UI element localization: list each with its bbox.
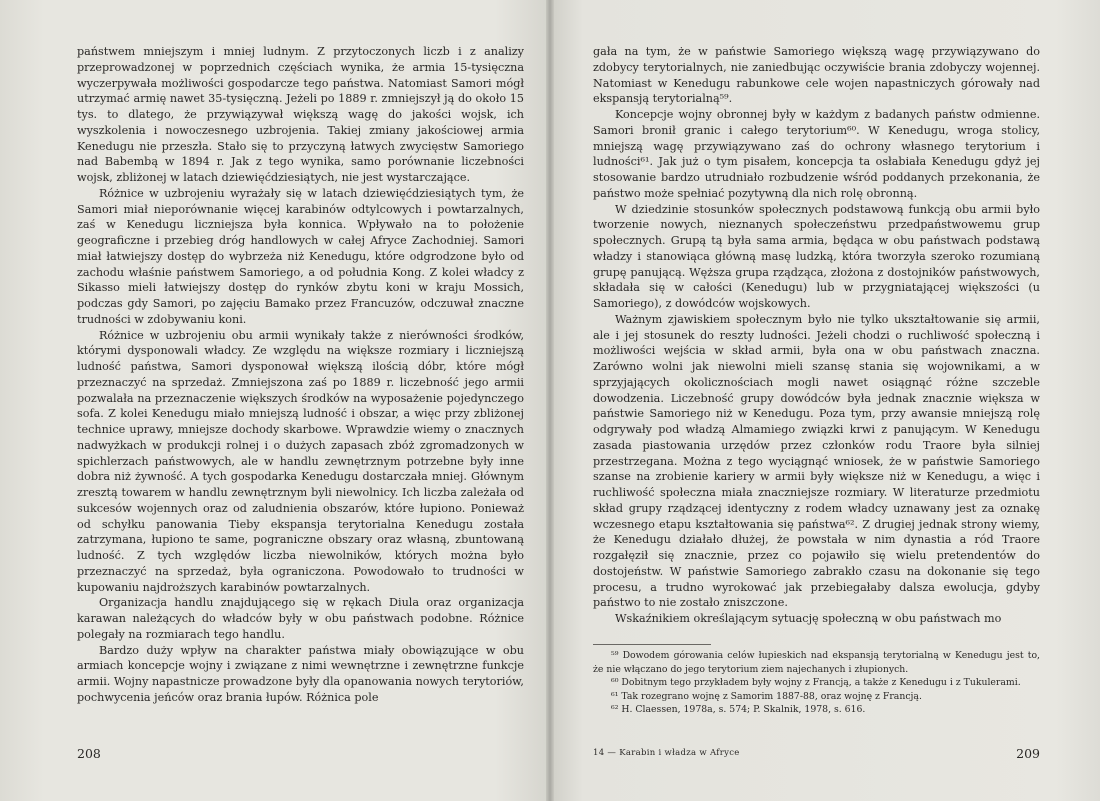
- footnote: ⁶⁰ Dobitnym tego przykładem były wojny z Francją, a także z Kenedugu i z Tukulerami.: [611, 677, 1021, 689]
- right-page: [550, 0, 1100, 801]
- paragraph: państwem mniejszym i mniej ludnym. Z przytoczonych liczb i z analizy przeprowadzonej w poprzednich częściach wynika, że armia 15-tysięczna wyczerpywała możliwości gospodarcze tego państwa. Natomiast Samori mógł utrzymać armię nawet 35-tysięczną. Jeżeli po 1889 r. zmniejszył ją do około 15 tys. to dlatego, że przywiązywał większą wagę do jakości wojsk, ich wyszkolenia i nowoczesnego uzbrojenia. Takiej zmiany jakościowej armia Kenedugu nie przeszła. Stało się to przyczyną łatwych zwycięstw Samoriego nad Babembą w 1894 r. Jak z tego wynika, samo porównanie liczebności wojsk, zbliżonej w latach dziewięćdziesiątych, nie jest wystarczające.: [77, 45, 524, 184]
- paragraph: Bardzo duży wpływ na charakter państwa miały obowiązujące w obu armiach koncepcje wojny i związane z nimi wewnętrzne i zewnętrzne funkcje armii. Wojny napastnicze prowadzone były dla opanowania nowych terytoriów, pochwycenia jeńców oraz brania łupów. Różnica pole: [77, 643, 524, 704]
- paragraph: Różnice w uzbrojeniu wyrażały się w latach dziewięćdziesiątych tym, że Samori miał nieporównanie więcej karabinów odtylcowych i powtarzalnych, zaś w Kenedugu liczniejsza była konnica. Wpływało na to położenie geograficzne i przebieg dróg handlowych w całej Afryce Zachodniej. Samori miał łatwiejszy dostęp do wybrzeża niż Kenedugu, które odgrodzone było od zachodu właśnie państwem Samoriego, a od południa Kong. Z kolei władcy z Sikasso mieli łatwiejszy dostęp do rynków zbytu koni w kraju Mossich, podczas gdy Samori, po zajęciu Bamako przez Francuzów, odczuwał znaczne trudności w zdobywaniu koni.: [77, 186, 524, 326]
- footnotes: [593, 644, 1040, 717]
- footnote-rule: [593, 644, 711, 645]
- paragraph: Koncepcje wojny obronnej były w każdym z badanych państw odmienne. Samori bronił granic i całego terytorium⁶⁰. W Kenedugu, wroga stolicy, mniejszą wagę przywiązywano zaś do ochrony własnego terytorium i ludności⁶¹. Jak już o tym pisałem, koncepcja ta osłabiała Kenedugu gdyż jej stosowanie bardzo utrudniało rozbudzenie wśród poddanych przekonania, że państwo może spełniać pozytywną dla nich rolę obronną.: [593, 108, 1040, 200]
- book-gutter: [546, 0, 554, 801]
- right-page-text: [593, 44, 1040, 627]
- paragraph: Ważnym zjawiskiem społecznym było nie tylko ukształtowanie się armii, ale i jej stosunek do reszty ludności. Jeżeli chodzi o ruchliwość społeczną i możliwości wejścia w skład armii, była ona w obu państwach znaczna. Zarówno wolni jak niewolni mieli szansę stania się wojownikami, a w sprzyjających okolicznościach mogli nawet osiągnąć różne szczeble dowodzenia. Liczebność grupy dowódców była jednak znacznie większa w państwie Samoriego niż w Kenedugu. Poza tym, przy awansie mniejszą rolę odgrywały pod władzą Almamiego związki krwi z panującym. W Kenedugu zasada piastowania urzędów przez członków rodu Traore była silniej przestrzegana. Można z tego wyciągnąć wniosek, że w państwie Samoriego szanse na zrobienie kariery w armii były większe niż w Kenedugu, a więc i ruchliwość społeczna miała znaczniejsze rozmiary. W literaturze przedmiotu skład grupy rządzącej identyczny z rodem władcy uznawany jest za oznakę wczesnego etapu kształtowania się państwa⁶². Z drugiej jednak strony wiemy, że Kenedugu działało dłużej, że powstała w nim dynastia a ród Traore rozgałęził się znacznie, przez co pojawiło się wielu pretendentów do dostojeństw. W państwie Samoriego zabrakło czasu na dokonanie się tego procesu, a trudno wyrokować jak przebiegałaby dalsza ewolucja, gdyby państwo to nie zostało zniszczone.: [593, 312, 1040, 610]
- paragraph: Organizacja handlu znajdującego się w rękach Diula oraz organizacja karawan należących do władców były w obu państwach podobne. Różnice polegały na rozmiarach tego handlu.: [77, 596, 524, 641]
- paragraph: Wskaźnikiem określającym sytuację społeczną w obu państwach mo: [615, 612, 1002, 625]
- left-page-text: [77, 44, 524, 706]
- printer-signature: 14 — Karabin i władza w Afryce: [593, 748, 740, 758]
- footnote: ⁵⁹ Dowodem górowania celów łupieskich nad ekspansją terytorialną w Kenedugu jest to, że nie włączano do jego terytorium ziem najechanych i złupionych.: [593, 650, 1040, 675]
- page-number-left: 208: [77, 746, 101, 761]
- paragraph: Różnice w uzbrojeniu obu armii wynikały także z nierówności środków, którymi dysponowali władcy. Ze względu na większe rozmiary i liczniejszą ludność państwa, Samori dysponował większą ilością dóbr, które mógł przeznaczyć na sprzedaż. Zmniejszona zaś po 1889 r. liczebność jego armii pozwalała na przeznaczenie większych środków na wyposażenie pojedynczego sofa. Z kolei Kenedugu miało mniejszą ludność i obszar, a więc przy zbliżonej technice uprawy, mniejsze dochody skarbowe. Wprawdzie wiemy o znacznych nadwyżkach w produkcji rolnej i o dużych zapasach zbóż zgromadzonych w spichlerzach państwowych, ale w handlu zewnętrznym potrzebne były inne dobra niż żywność. A tych gospodarka Kenedugu dostarczała mniej. Głównym zresztą towarem w handlu zewnętrznym byli niewolnicy. Ich liczba zależała od sukcesów wojennych oraz od zaludnienia obszarów, które łupiono. Ponieważ od schyłku panowania Tieby ekspansja terytorialna Kenedugu została zatrzymana, łupiono te same, pograniczne obszary oraz własną, zbuntowaną ludność. Z tych względów liczba niewolników, których można było przeznaczyć na sprzedaż, była ograniczona. Powodowało to trudności w kupowaniu najdroższych karabinów powtarzalnych.: [77, 328, 524, 594]
- paragraph: gała na tym, że w państwie Samoriego większą wagę przywiązywano do zdobycy terytorialnych, nie zaniedbując oczywiście brania zdobyczy wojennej. Natomiast w Kenedugu rabunkowe cele wojen napastniczych górowały nad ekspansją terytorialną⁵⁹.: [593, 45, 1040, 106]
- page-number-right: 209: [1016, 746, 1040, 761]
- paragraph: W dziedzinie stosunków społecznych podstawową funkcją obu armii było tworzenie nowych, nieznanych społeczeństwu przedpaństwowemu grup społecznych. Grupą tą była sama armia, będąca w obu państwach podstawą władzy i stanowiąca główną masę ludzką, która tworzyła szeroko rozumianą grupę panującą. Węższa grupa rządząca, złożona z dostojników państwowych, składała się w całości (Kenedugu) lub w przygniatającej większości (u Samoriego), z dowódców wojskowych.: [593, 202, 1040, 310]
- footnote: ⁶¹ Tak rozegrano wojnę z Samorim 1887-88, oraz wojnę z Francją.: [611, 690, 922, 702]
- footnote: ⁶² H. Claessen, 1978a, s. 574; P. Skalnik, 1978, s. 616.: [611, 704, 866, 716]
